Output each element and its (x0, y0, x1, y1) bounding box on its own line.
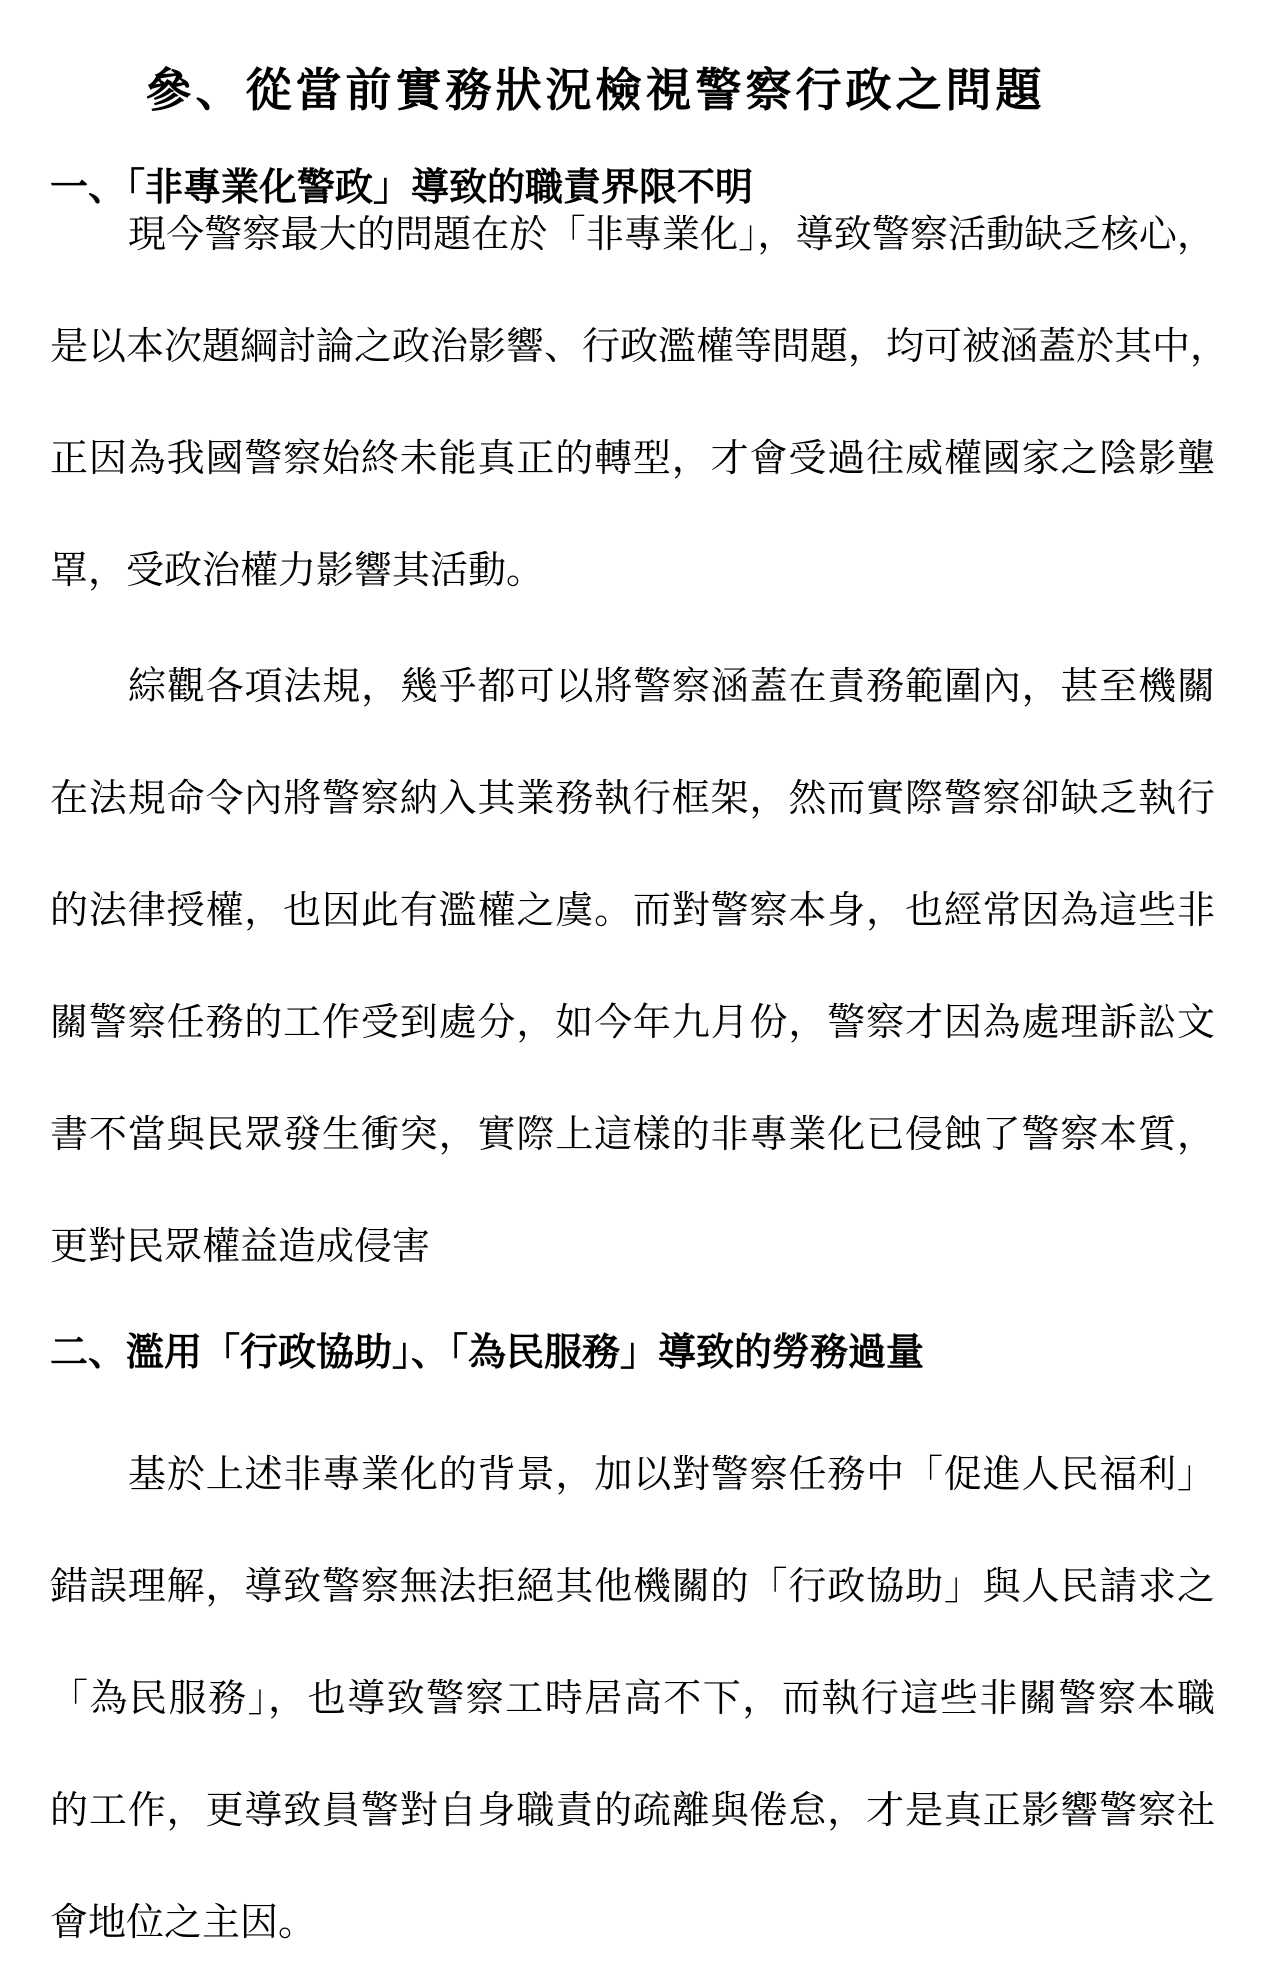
paragraph-line: 正因為我國警察始終未能真正的轉型，才會受過往威權國家之陰影壟 (50, 436, 1215, 480)
paragraph-line: 綜觀各項法規，幾乎都可以將警察涵蓋在責務範圍內，甚至機關 (128, 664, 1215, 708)
paragraph-line: 罩，受政治權力影響其活動。 (50, 548, 545, 592)
paragraph-line: 現今警察最大的問題在於「非專業化」，導致警察活動缺乏核心， (128, 212, 1215, 256)
section-2-paragraph-1 (50, 1418, 1215, 1978)
paragraph-line: 關警察任務的工作受到處分，如今年九月份，警察才因為處理訴訟文 (50, 1000, 1215, 1044)
paragraph-line: 的工作，更導致員警對自身職責的疏離與倦怠，才是真正影響警察社 (50, 1788, 1215, 1832)
section-1-heading: 一、「非專業化警政」導致的職責界限不明 (50, 164, 754, 209)
paragraph-line: 「為民服務」，也導致警察工時居高不下，而執行這些非關警察本職 (50, 1676, 1215, 1720)
section-2-heading: 二、濫用「行政協助」、「為民服務」導致的勞務過量 (50, 1329, 925, 1374)
document-title-text: 參、從當前實務狀況檢視警察行政之問題 (145, 63, 1046, 117)
paragraph-line: 基於上述非專業化的背景，加以對警察任務中「促進人民福利」 (128, 1452, 1215, 1496)
paragraph-line: 錯誤理解，導致警察無法拒絕其他機關的「行政協助」與人民請求之 (50, 1564, 1215, 1608)
section-1-paragraph-1 (50, 178, 1229, 626)
paragraph-line: 更對民眾權益造成侵害 (50, 1224, 431, 1268)
paragraph-line: 書不當與民眾發生衝突，實際上這樣的非專業化已侵蝕了警察本質， (50, 1112, 1215, 1156)
paragraph-line: 的法律授權，也因此有濫權之虞。而對警察本身，也經常因為這些非 (50, 888, 1215, 932)
document-title (0, 62, 1261, 118)
section-1-paragraph-2 (50, 630, 1215, 1302)
paragraph-line: 在法規命令內將警察納入其業務執行框架，然而實際警察卻缺乏執行 (50, 776, 1215, 820)
paragraph-line: 會地位之主因。 (50, 1900, 317, 1944)
paragraph-line: 是以本次題綱討論之政治影響、行政濫權等問題，均可被涵蓋於其中， (50, 324, 1229, 368)
